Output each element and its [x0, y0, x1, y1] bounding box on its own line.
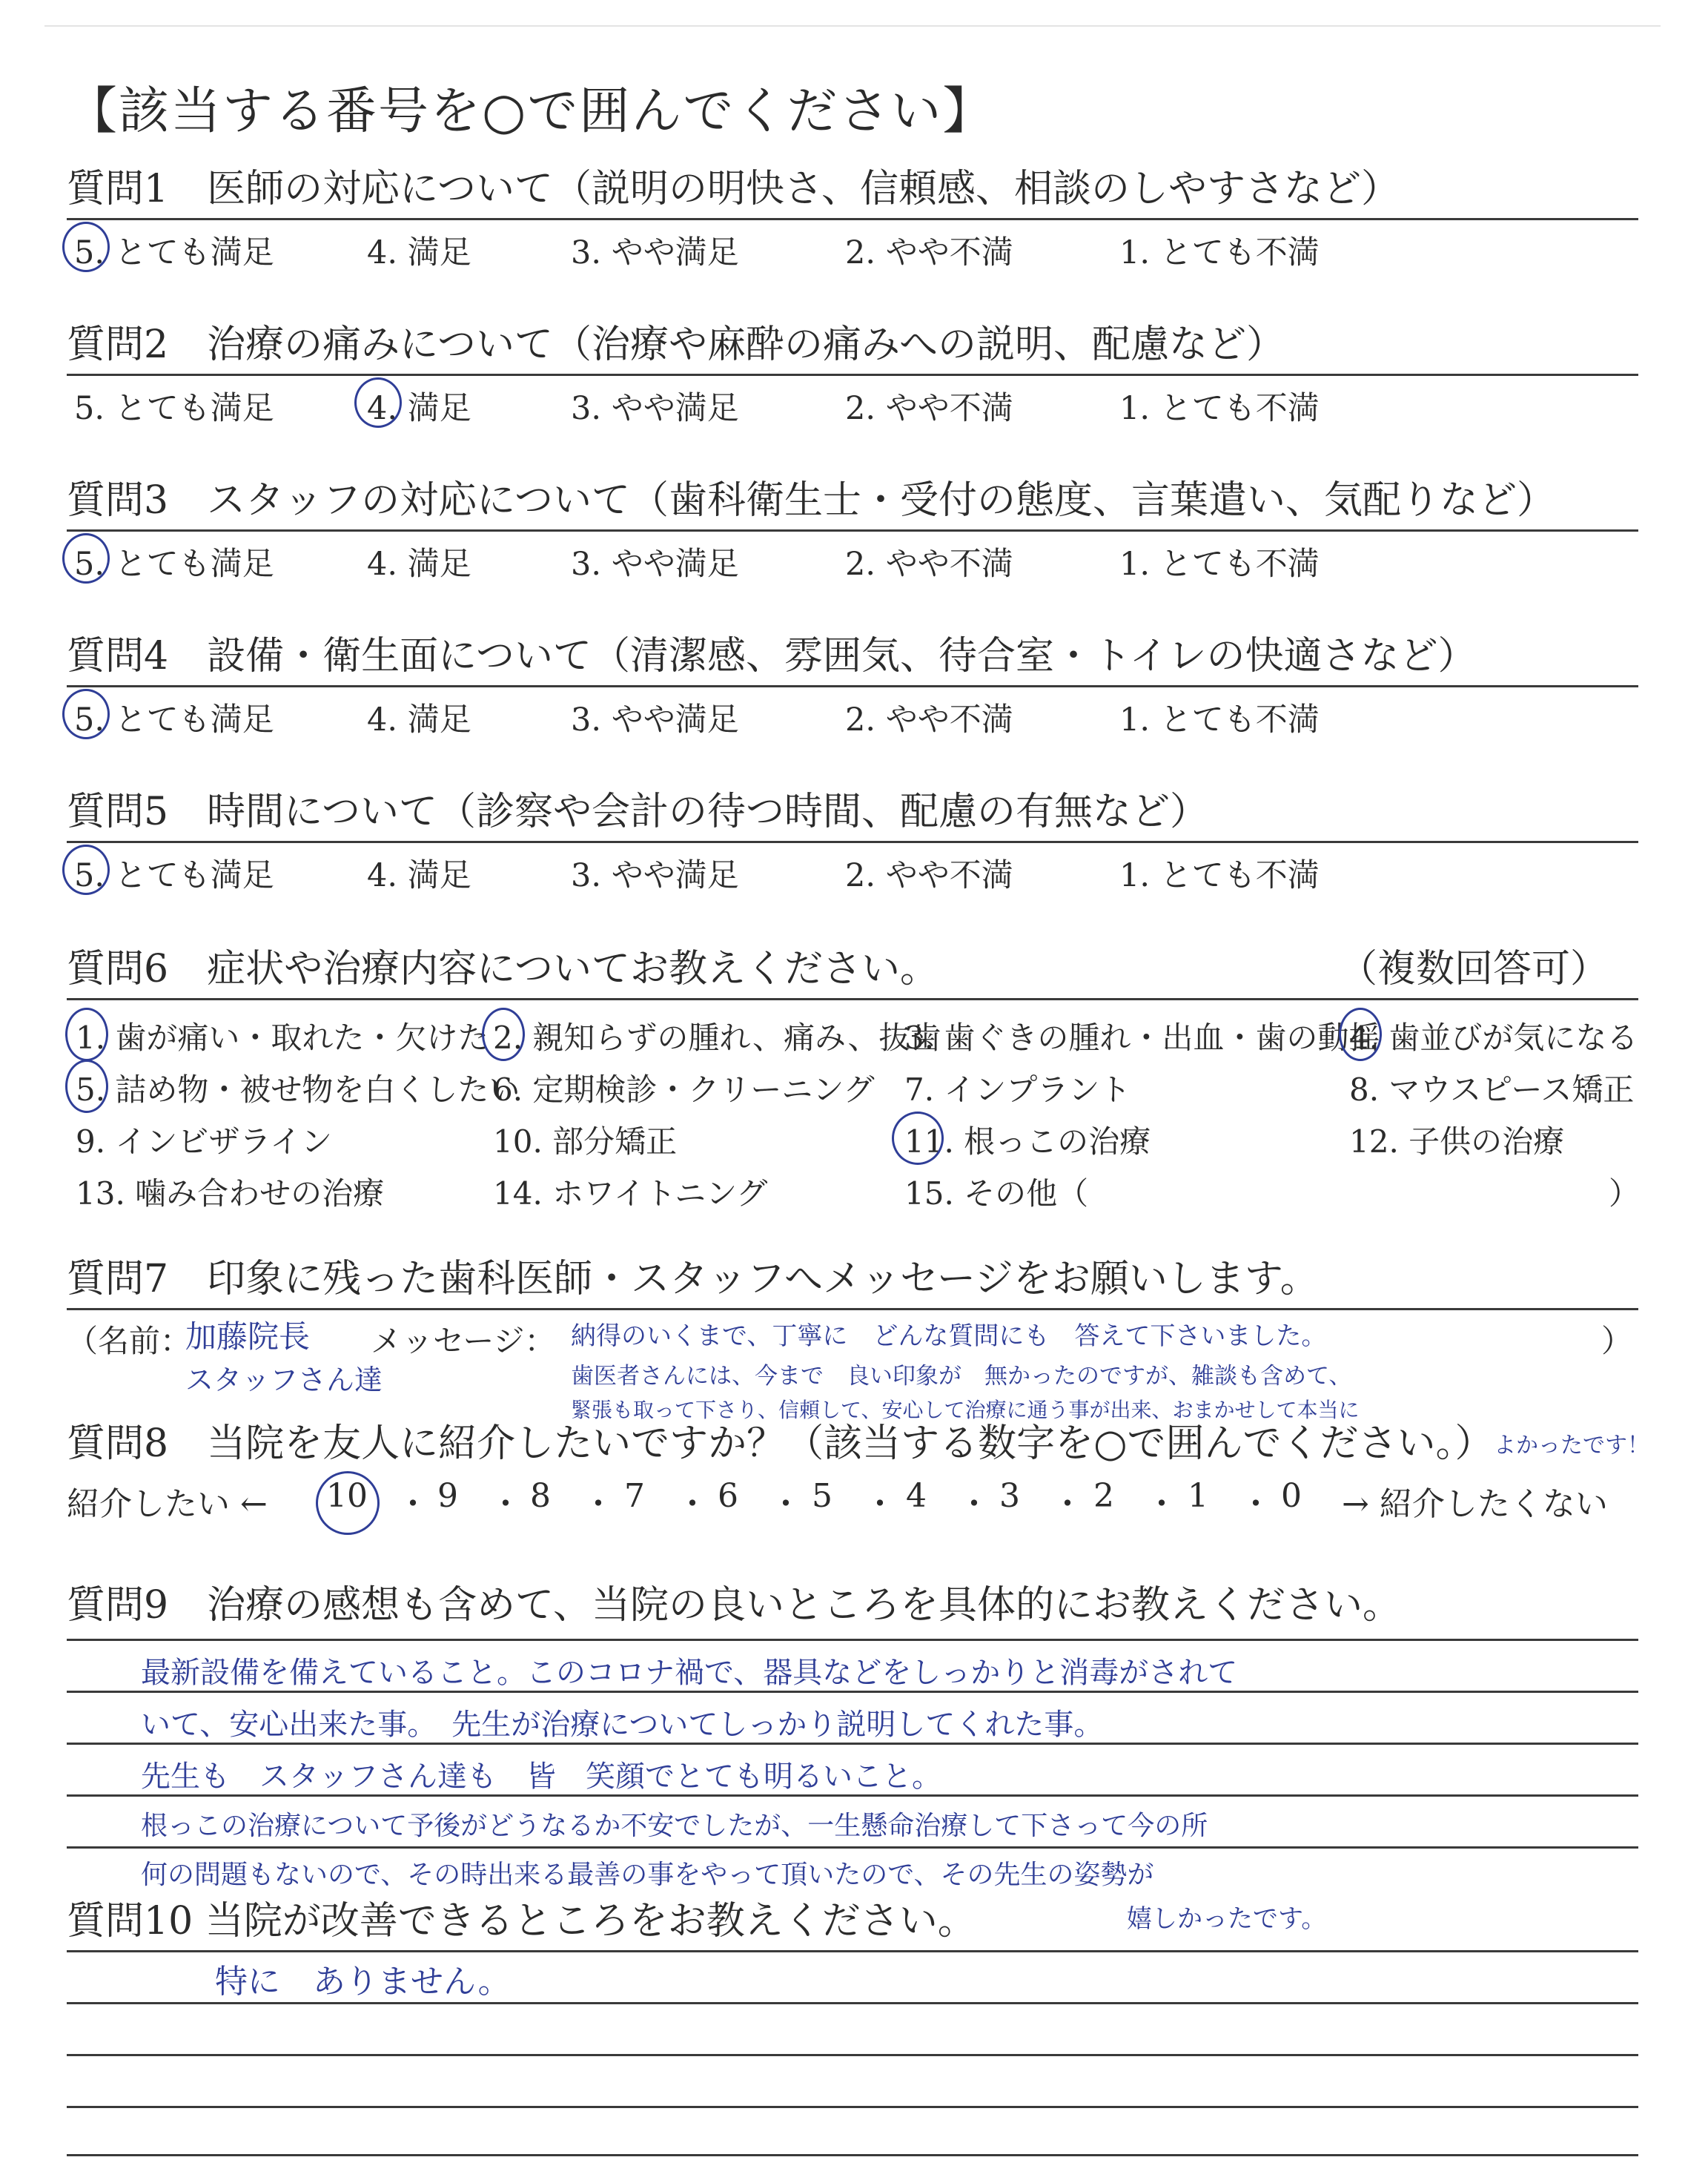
q10-line-3 — [67, 2054, 1638, 2056]
q7-message-label: メッセージ： — [371, 1323, 556, 1359]
question-6-note: （複数回答可） — [1338, 947, 1609, 991]
q6-option-15[interactable]: 15. その他（ — [904, 1175, 1089, 1212]
q2-option-4[interactable]: 4. 満足 — [367, 390, 471, 427]
question-9-title: 質問9 治療の感想も含めて、当院の良いところを具体的にお教えください。 — [67, 1583, 1402, 1628]
q9-hand-line-4: 根っこの治療について予後がどうなるか不安でしたが、一生懸命治療して下さって今の所 — [141, 1811, 1208, 1841]
q6-circle-2 — [482, 1008, 525, 1061]
q8-number-6[interactable]: 6 — [718, 1477, 738, 1515]
question-2-options — [67, 376, 1638, 428]
q6-circle-1 — [65, 1008, 108, 1061]
q8-number-4[interactable]: 4 — [906, 1477, 927, 1515]
q2-option-2[interactable]: 2. やや不満 — [845, 390, 1013, 427]
q2-option-3[interactable]: 3. やや満足 — [571, 390, 739, 427]
q10-line-1 — [67, 1950, 1638, 1952]
q3-selection-circle — [62, 533, 110, 584]
q1-option-3[interactable]: 3. やや満足 — [571, 234, 739, 271]
q8-number-9[interactable]: 9 — [437, 1477, 458, 1515]
q8-number-7[interactable]: 7 — [624, 1477, 645, 1515]
q6-option-12[interactable]: 12. 子供の治療 — [1349, 1123, 1565, 1160]
q4-option-1[interactable]: 1. とても不満 — [1119, 701, 1320, 739]
q1-selection-circle — [62, 222, 110, 272]
q9-hand-line-6: 嬉しかったです。 — [1127, 1904, 1327, 1934]
q8-number-5[interactable]: 5 — [812, 1477, 833, 1515]
page-title: 【該当する番号を○で囲んでください】 — [67, 82, 995, 141]
q6-option-2[interactable]: 2. 親知らずの腫れ、痛み、抜歯 — [493, 1020, 941, 1056]
q1-option-1[interactable]: 1. とても不満 — [1119, 234, 1320, 271]
q7-name-handwriting-1: 加藤院長 — [185, 1318, 311, 1355]
question-4 — [67, 630, 1638, 739]
q6-option-6[interactable]: 6. 定期検診・クリーニング — [493, 1071, 875, 1108]
q3-option-5[interactable]: 5. とても満足 — [74, 546, 274, 583]
q6-option-5[interactable]: 5. 詰め物・被せ物を白くしたい — [76, 1071, 520, 1108]
question-10 — [67, 1895, 1638, 1947]
q2-option-5[interactable]: 5. とても満足 — [74, 390, 274, 427]
question-3-options — [67, 532, 1638, 584]
question-5 — [67, 786, 1638, 895]
q7-message-line-3: 緊張も取って下さり、信頼して、安心して治療に通う事が出来、おまかせして本当に — [571, 1398, 1360, 1422]
question-2 — [67, 319, 1638, 428]
question-8-title: 質問8 当院を友人に紹介したいですか？（該当する数字を○で囲んでください。） — [67, 1421, 1494, 1466]
question-5-title: 質問5 時間について（診察や会計の待つ時間、配慮の有無など） — [67, 790, 1209, 834]
q5-option-1[interactable]: 1. とても不満 — [1119, 857, 1320, 894]
q3-option-1[interactable]: 1. とても不満 — [1119, 546, 1320, 583]
question-6 — [67, 943, 1641, 1215]
q10-line-2 — [67, 2002, 1638, 2004]
question-6-options — [67, 1000, 1641, 1215]
q2-option-1[interactable]: 1. とても不満 — [1119, 390, 1320, 427]
q8-number-1[interactable]: 1 — [1188, 1477, 1208, 1515]
question-5-options — [67, 843, 1638, 895]
question-1-title: 質問1 医師の対応について（説明の明快さ、信頼感、相談のしやすさなど） — [67, 167, 1400, 211]
q9-hand-line-3: 先生も スタッフさん達も 皆 笑顔でとても明るいこと。 — [141, 1760, 941, 1794]
q5-option-3[interactable]: 3. やや満足 — [571, 857, 739, 894]
question-6-title-row — [67, 943, 1638, 995]
q7-name-handwriting-2: スタッフさん達 — [185, 1364, 383, 1396]
q6-option-3[interactable]: 3. 歯ぐきの腫れ・出血・歯の動揺 — [904, 1020, 1380, 1056]
question-3-title: 質問3 スタッフの対応について（歯科衛生士・受付の態度、言葉遣い、気配りなど） — [67, 478, 1556, 523]
question-6-title: 質問6 症状や治療内容についてお教えください。 — [67, 947, 939, 991]
q6-circle-4 — [1339, 1008, 1382, 1061]
q8-number-0[interactable]: 0 — [1281, 1477, 1302, 1515]
q4-selection-circle — [62, 689, 110, 739]
q6-option-10[interactable]: 10. 部分矯正 — [493, 1123, 678, 1160]
q7-message-line-1: 納得のいくまで、丁寧に どんな質問にも 答えて下さいました。 — [571, 1321, 1327, 1351]
q7-message-line-2: 歯医者さんには、今まで 良い印象が 無かったのですが、雑談も含めて、 — [571, 1363, 1352, 1390]
q5-option-4[interactable]: 4. 満足 — [367, 857, 471, 894]
q1-option-4[interactable]: 4. 満足 — [367, 234, 471, 271]
q6-option-1[interactable]: 1. 歯が痛い・取れた・欠けた — [76, 1020, 489, 1056]
q9-hand-line-1: 最新設備を備えていること。このコロナ禍で、器具などをしっかりと消毒がされて — [141, 1656, 1238, 1690]
q7-name-label: （名前： — [67, 1323, 192, 1359]
q10-line-5 — [67, 2154, 1638, 2156]
q6-option-4[interactable]: 4. 歯並びが気になる — [1349, 1020, 1638, 1056]
q9-line-1 — [67, 1639, 1638, 1641]
q9-hand-line-2: いて、安心出来た事。 先生が治療についてしっかり説明してくれた事。 — [141, 1708, 1104, 1742]
scan-edge-line — [44, 25, 1661, 27]
q4-option-4[interactable]: 4. 満足 — [367, 701, 471, 739]
q1-option-5[interactable]: 5. とても満足 — [74, 234, 274, 271]
q3-option-3[interactable]: 3. やや満足 — [571, 546, 739, 583]
q5-selection-circle — [62, 845, 110, 895]
question-10-title: 質問10 当院が改善できるところをお教えください。 — [67, 1899, 976, 1943]
q4-option-3[interactable]: 3. やや満足 — [571, 701, 739, 739]
q8-number-10[interactable]: 10 — [326, 1477, 368, 1515]
q6-option-14[interactable]: 14. ホワイトニング — [493, 1175, 768, 1212]
q8-number-8[interactable]: 8 — [530, 1477, 551, 1515]
q4-option-2[interactable]: 2. やや不満 — [845, 701, 1013, 739]
q6-option-11[interactable]: 11. 根っこの治療 — [904, 1123, 1151, 1160]
question-7-rule — [67, 1308, 1638, 1310]
q8-selection-circle — [316, 1471, 380, 1535]
q1-option-2[interactable]: 2. やや不満 — [845, 234, 1013, 271]
question-3 — [67, 475, 1638, 584]
survey-page: 【該当する番号を○で囲んでください】 質問1 医師の対応について（説明の明快さ、信頼感、相談のしやすさなど） 5. とても満足 4. 満足 3. やや満足 2. やや不満 1. とても不満 質問2 治療の痛みについて（治療や麻酔の痛みへの説明、配慮など） 5. とても満足 4. 満足 3. やや満足 2. やや不満 1. とても不満 質問3 スタッフの対応について（歯科衛生士・受付の態度、言葉遣い、気配りなど） 5. とても満足 4. 満足 3. やや満足 2. やや不満 1. とても不満 質問4 設備・衛生面について（清潔感、雰囲気、待合室・トイレの快適さなど） 5. とても満足 4. 満足 3. やや満足 2. やや不満 1. とても不満 質問5 時間について（診察や会計の待つ時間、配慮の有無など） 5. とても満足 4. 満足 3. やや満足 2. やや不満 1. とても不満 質問6 症状や治療内容についてお教えください。 （複数回答可） 1. 歯が痛い・取れた・欠けた 2. 親知らずの腫れ、痛み、抜歯 3. 歯ぐきの腫れ・出血・歯の動揺 4. 歯並びが気になる 5. 詰め物・被せ物を白くしたい 6. 定期検診・クリーニング 7. インプラント 8. マウスピース矯正 9. インビザライン 10. 部分矯正 11. 根っこの治療 12. 子供の治療 13. 噛み合わせの治療 14. ホワイトニング 15. その他（ ） 質問7 印象に残った歯科医師・スタッフへメッセージをお願いします。 （名前： 加藤院長 スタッフさん達 メッセージ： ） 納得のいくまで、丁寧に どんな質問にも 答えて下さいました。 歯医者さんには、今まで 良い印象が 無かったのですが、雑談も含めて、 緊張も取って下さり、信頼して、安心して治療に通う事が出来、おまかせして本当に よかったです！ 質問8 当院を友人に紹介したいですか？（該当する数字を○で囲んでください。） 紹介したい ← 10 ・ 9 ・ 8 ・ 7 ・ 6 ・ 5 ・ 4 ・ 3 ・ 2 ・ 1 ・ 0 → 紹介したくない 質問9 治療の感想も含めて、当院の良いところを具体的にお教えください。 最新設備を備えていること。このコロナ禍で、器具などをしっかりと消毒がされて いて、安心出来た事。 先生が治療についてしっかり説明してくれた事。 先生も スタッフさん達も 皆 笑顔でとても明るいこと。 根っこの治療について予後がどうなるか不安でしたが、一生懸命治療して下さって今の所 何の問題もないので、その時出来る最善の事をやって頂いたので、その先生の姿勢が 嬉しかったです。 質問10 当院が改善できるところをお教えください。 特に ありません。 — [0, 0, 1708, 2160]
q9-hand-line-5: 何の問題もないので、その時出来る最善の事をやって頂いたので、その先生の姿勢が — [141, 1860, 1154, 1890]
question-4-title: 質問4 設備・衛生面について（清潔感、雰囲気、待合室・トイレの快適さなど） — [67, 634, 1477, 678]
q6-option-8[interactable]: 8. マウスピース矯正 — [1349, 1071, 1635, 1108]
q5-option-5[interactable]: 5. とても満足 — [74, 857, 274, 894]
q9-line-5 — [67, 1846, 1638, 1849]
question-4-options — [67, 687, 1638, 739]
question-1-options — [67, 220, 1638, 272]
q8-number-2[interactable]: 2 — [1093, 1477, 1114, 1515]
question-2-title: 質問2 治療の痛みについて（治療や麻酔の痛みへの説明、配慮など） — [67, 323, 1285, 367]
q6-circle-5 — [65, 1060, 108, 1113]
q2-selection-circle — [354, 377, 402, 428]
question-8 — [67, 1418, 1638, 1470]
q7-close-paren: ） — [1601, 1323, 1633, 1359]
q8-number-3[interactable]: 3 — [999, 1477, 1020, 1515]
question-9 — [67, 1579, 1638, 1631]
question-1 — [67, 163, 1638, 272]
q6-option-15-close: ） — [1609, 1175, 1641, 1212]
question-7 — [67, 1253, 1638, 1310]
q3-option-2[interactable]: 2. やや不満 — [845, 546, 1013, 583]
q5-option-2[interactable]: 2. やや不満 — [845, 857, 1013, 894]
q7-message-line-4: よかったです！ — [1494, 1433, 1649, 1459]
question-7-title: 質問7 印象に残った歯科医師・スタッフへメッセージをお願いします。 — [67, 1257, 1319, 1301]
q8-right-label: → 紹介したくない — [1342, 1485, 1608, 1523]
q10-hand-answer: 特に ありません。 — [215, 1963, 511, 2001]
q10-line-4 — [67, 2106, 1638, 2108]
q4-option-5[interactable]: 5. とても満足 — [74, 701, 274, 739]
q6-circle-11 — [892, 1112, 944, 1165]
q3-option-4[interactable]: 4. 満足 — [367, 546, 471, 583]
q6-option-7[interactable]: 7. インプラント — [904, 1071, 1131, 1108]
q8-left-label: 紹介したい ← — [67, 1485, 268, 1523]
q6-option-9[interactable]: 9. インビザライン — [76, 1123, 333, 1160]
q6-option-13[interactable]: 13. 噛み合わせの治療 — [76, 1175, 385, 1212]
